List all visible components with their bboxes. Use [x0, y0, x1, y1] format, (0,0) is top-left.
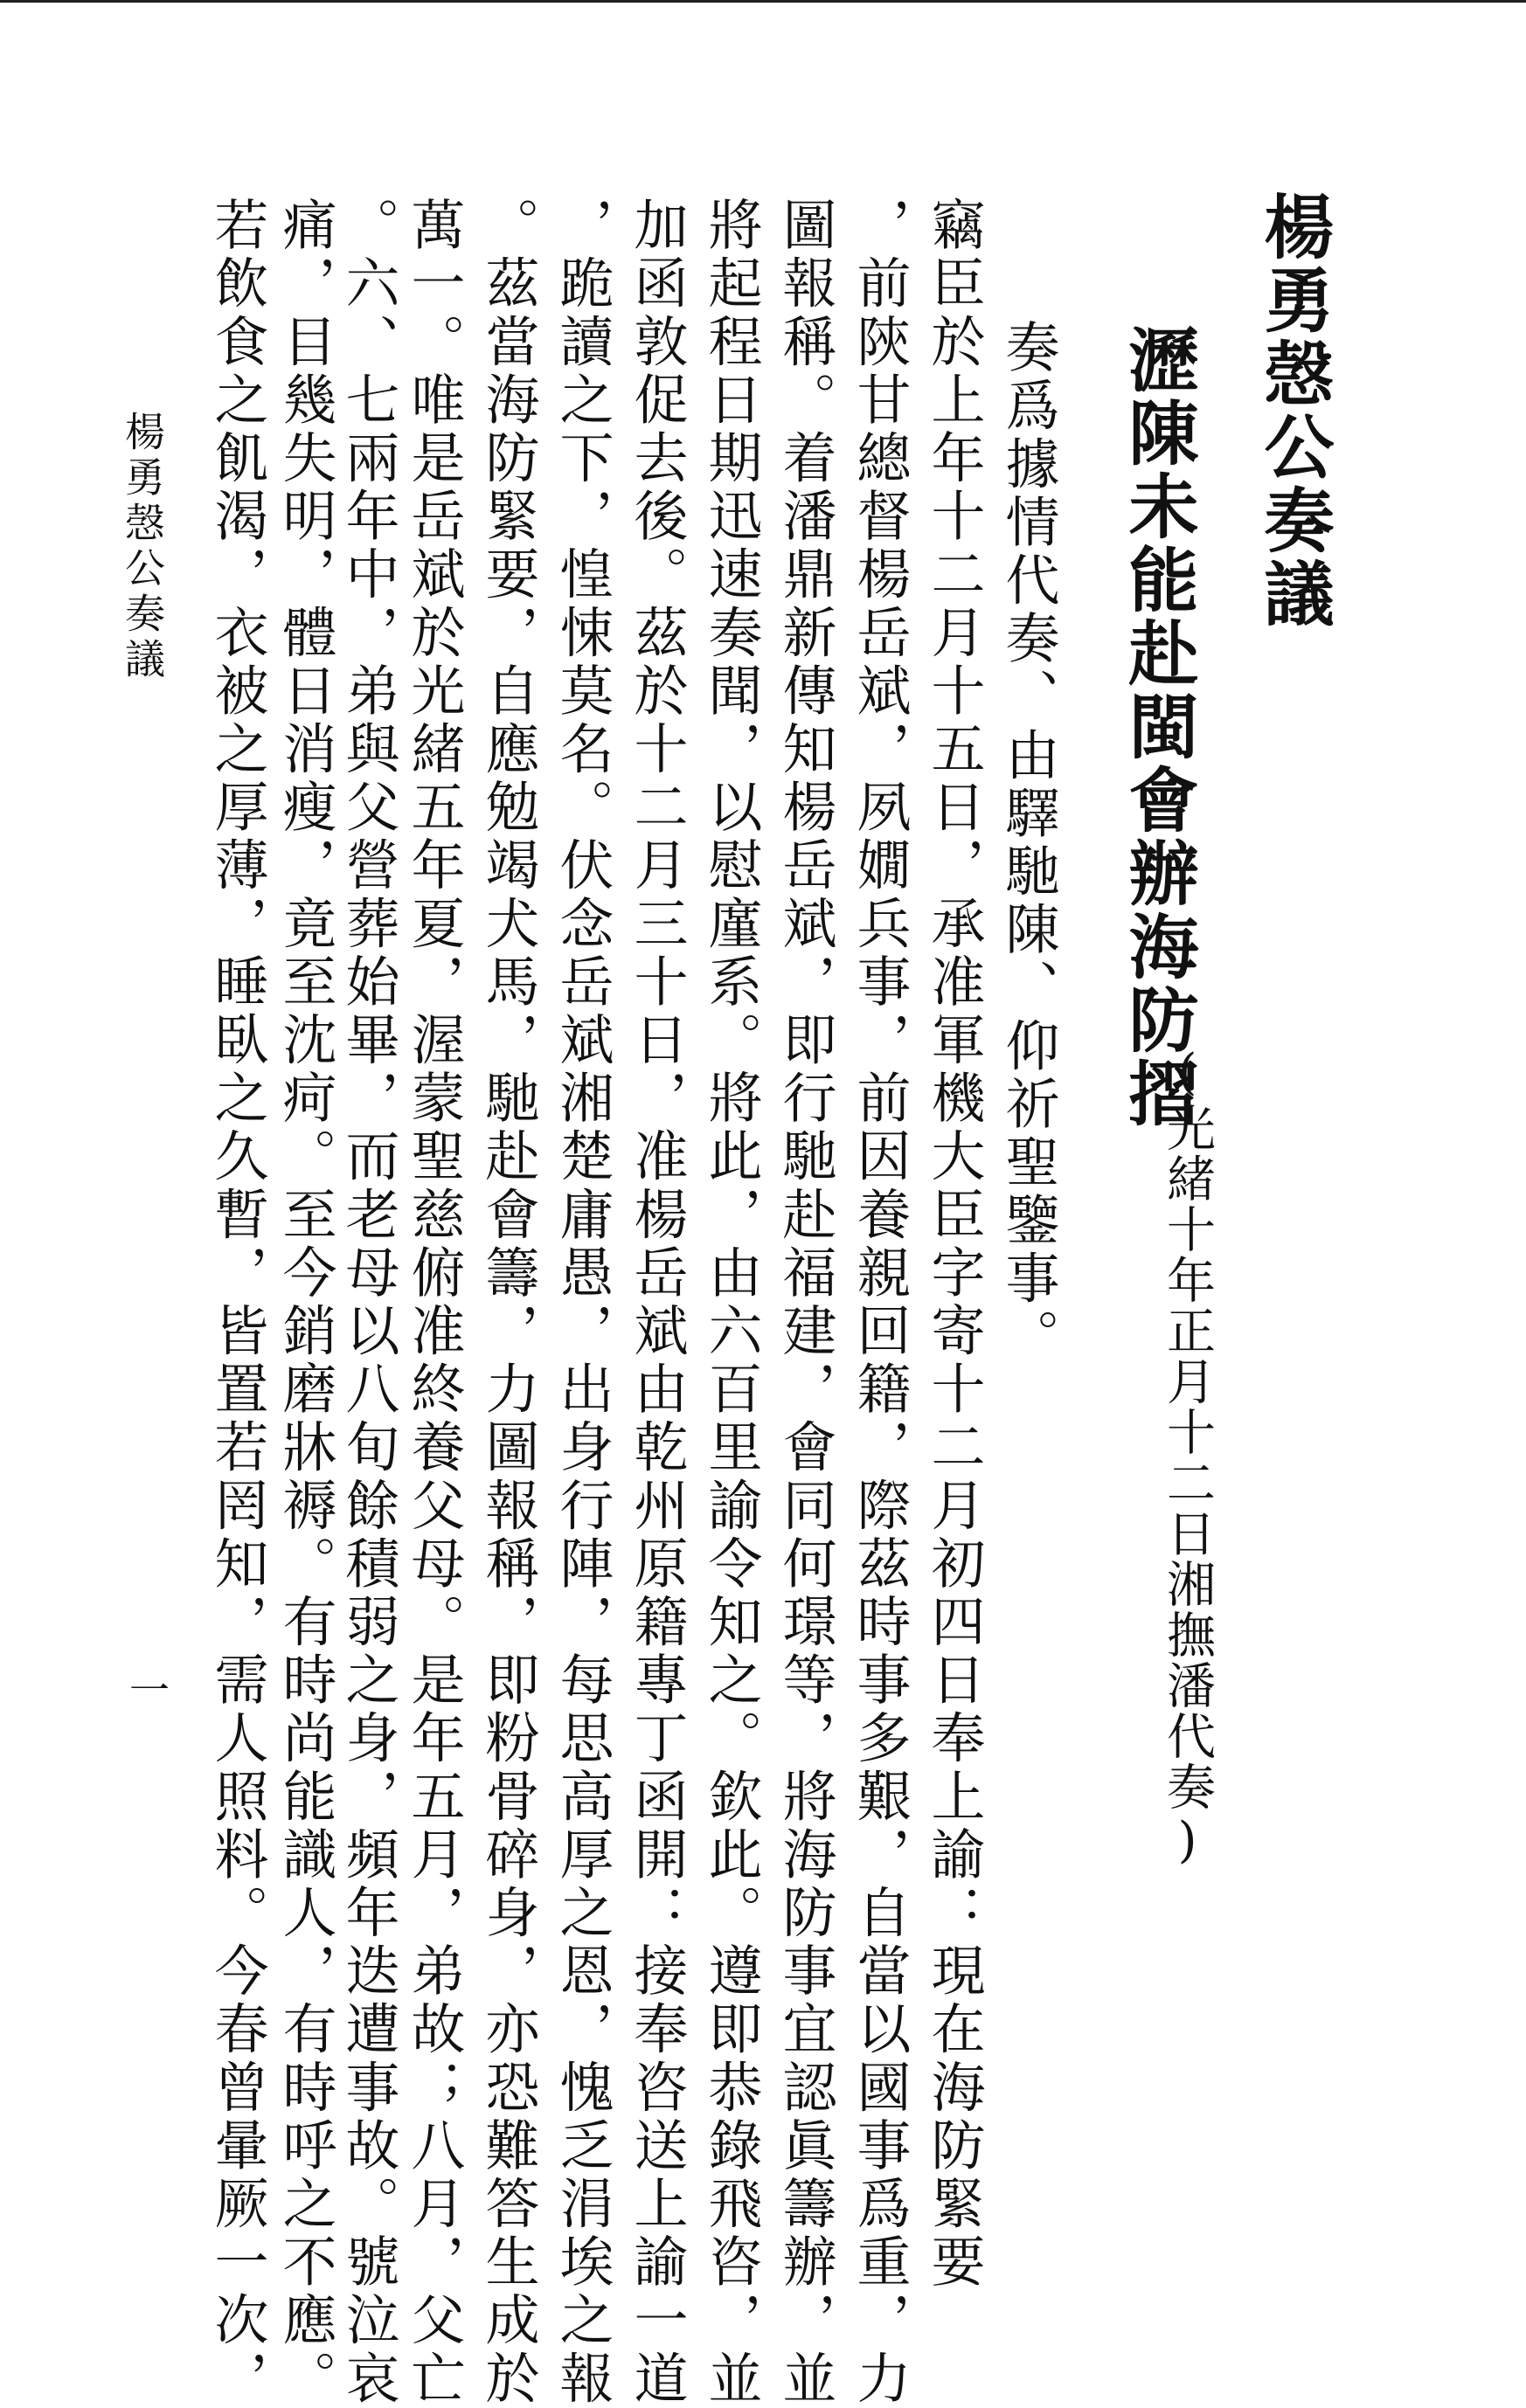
- memorial-date-note: (光緒十年正月十二日湘撫潘代奏): [1159, 1044, 1216, 1871]
- book-title: 楊勇愨公奏議: [1252, 190, 1335, 631]
- body-column-10: 。六、七兩年中，弟與父營葬始畢，而老母以八旬餘積弱之身，頻年迭遭事故。號泣哀: [336, 197, 400, 2408]
- memorial-title: 瀝陳未能赴閩會辦海防摺: [1117, 323, 1199, 1131]
- body-column-7: ，跪讀之下，惶悚莫名。伏念岳斌湘楚庸愚，出身行陣，每思高厚之恩，愧乏涓埃之報: [551, 197, 614, 2408]
- body-column-1: 奏爲據情代奏、由驛馳陳、仰祈聖鑒事。: [996, 319, 1060, 1367]
- page-number: 一: [123, 1669, 170, 1709]
- running-head: 楊勇愨公奏議: [119, 411, 166, 683]
- body-column-3: ，前陝甘總督楊岳斌，夙嫺兵事，前因養親回籍，際茲時事多艱，自當以國事爲重，力: [848, 197, 912, 2408]
- body-column-12: 若飲食之飢渴，衣被之厚薄，睡臥之久暫，皆置若罔知，需人照料。今春曾暈厥一次，: [205, 197, 269, 2408]
- body-column-9: 萬一。唯是岳斌於光緒五年夏，渥蒙聖慈俯准終養父母。是年五月，弟故；八月，父亡: [402, 197, 466, 2408]
- body-column-8: 。茲當海防緊要，自應勉竭犬馬，馳赴會籌，力圖報稱，即粉骨碎身，亦恐難答生成於: [476, 197, 540, 2408]
- body-column-4: 圖報稱。着潘鼎新傳知楊岳斌，即行馳赴福建，會同何璟等，將海防事宜認眞籌辦，並: [773, 197, 837, 2408]
- body-column-6: 加函敦促去後。茲於十二月三十日，准楊岳斌由乾州原籍專丁函開：接奉咨送上諭一道: [625, 197, 689, 2408]
- body-column-5: 將起程日期迅速奏聞，以慰廑系。將此，由六百里諭令知之。欽此。遵即恭錄飛咨，並: [699, 197, 763, 2408]
- body-column-11: 痛，目幾失明，體日消瘦，竟至沈疴。至今銷磨牀褥。有時尚能識人，有時呼之不應。: [274, 197, 337, 2408]
- body-column-2: 竊臣於上年十二月十五日，承准軍機大臣字寄十二月初四日奉上諭：現在海防緊要: [922, 197, 986, 2292]
